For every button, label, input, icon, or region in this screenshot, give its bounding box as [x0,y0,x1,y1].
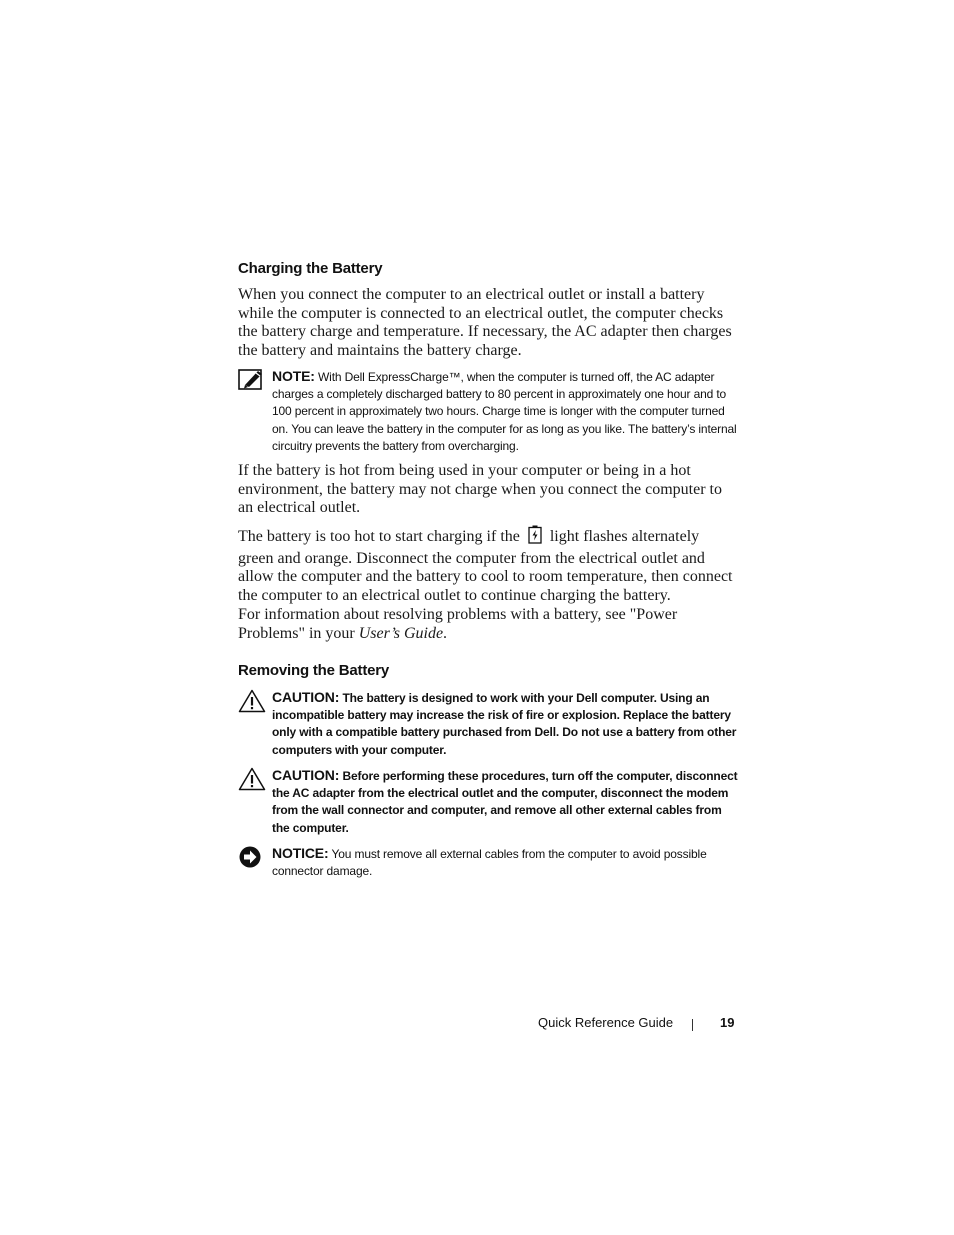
paragraph-too-hot [238,525,738,606]
notice-body: You must remove all external cables from the computer to avoid possible connector damage. [272,847,707,879]
note-text [272,368,738,455]
section-heading-charging: Charging the Battery [238,260,383,277]
note-pencil-icon [238,368,266,392]
footer-separator [692,1019,693,1031]
battery-status-icon [528,525,542,550]
note-label: NOTE: [272,368,315,384]
more-info-period: . [443,624,448,642]
notice-text [272,845,738,880]
paragraph-charging-intro: When you connect the computer to an electrical outlet or install a battery while the computer is connected to an electrical outlet, the computer checks the battery charge and temperature. If necessary, the AC adapter then charges the battery and maintains the battery charge. [238,286,732,360]
users-guide-reference: User’s Guide [358,624,444,642]
caution-text-1 [272,689,738,759]
more-info-text: For information about resolving problems with a battery, see "Power Problems" in your [238,606,678,642]
caution-body-1: The battery is designed to work with your Dell computer. Using an incompatible battery may increase the risk of fire or explosion. Replace the battery only with a compatible battery purchased from Dell. Do not use a battery from other computers with your computer. [272,691,737,757]
caution-body-2: Before performing these procedures, turn off the computer, disconnect the AC adapter from the electrical outlet and the computer, disconnect the modem from the wall connector and computer, and remove all other external cables from the computer. [272,769,738,835]
caution-triangle-icon [238,689,266,713]
caution-label-1: CAUTION: [272,689,340,705]
notice-arrow-icon [238,845,266,869]
section-heading-removing: Removing the Battery [238,662,390,679]
too-hot-text-end: light flashes alternately green and orange. Disconnect the computer from the electrical outlet and allow the computer and the battery to cool to room temperature, then connect the computer to an electrical outlet to continue charging the battery. [238,528,733,605]
paragraph-more-info [238,606,738,643]
caution-label-2: CAUTION: [272,767,340,783]
notice-label: NOTICE: [272,845,329,861]
note-body: With Dell ExpressCharge™, when the computer is turned off, the AC adapter charges a completely discharged battery to 80 percent in approximately one hour and to 100 percent in approximately two hours. Charge time is longer with the computer turned on. You can leave the battery in the computer for as long as you like. The battery’s internal circuitry prevents the battery from overcharging. [272,370,737,453]
paragraph-hot-battery: If the battery is hot from being used in your computer or being in a hot environment, the battery may not charge when you connect the computer to an electrical outlet. [238,462,722,517]
page-number: 19 [720,1015,735,1030]
footer-guide-title: Quick Reference Guide [538,1015,674,1030]
caution-text-2 [272,767,738,837]
caution-triangle-icon [238,767,266,791]
too-hot-text-start: The battery is too hot to start charging if the [238,528,520,545]
